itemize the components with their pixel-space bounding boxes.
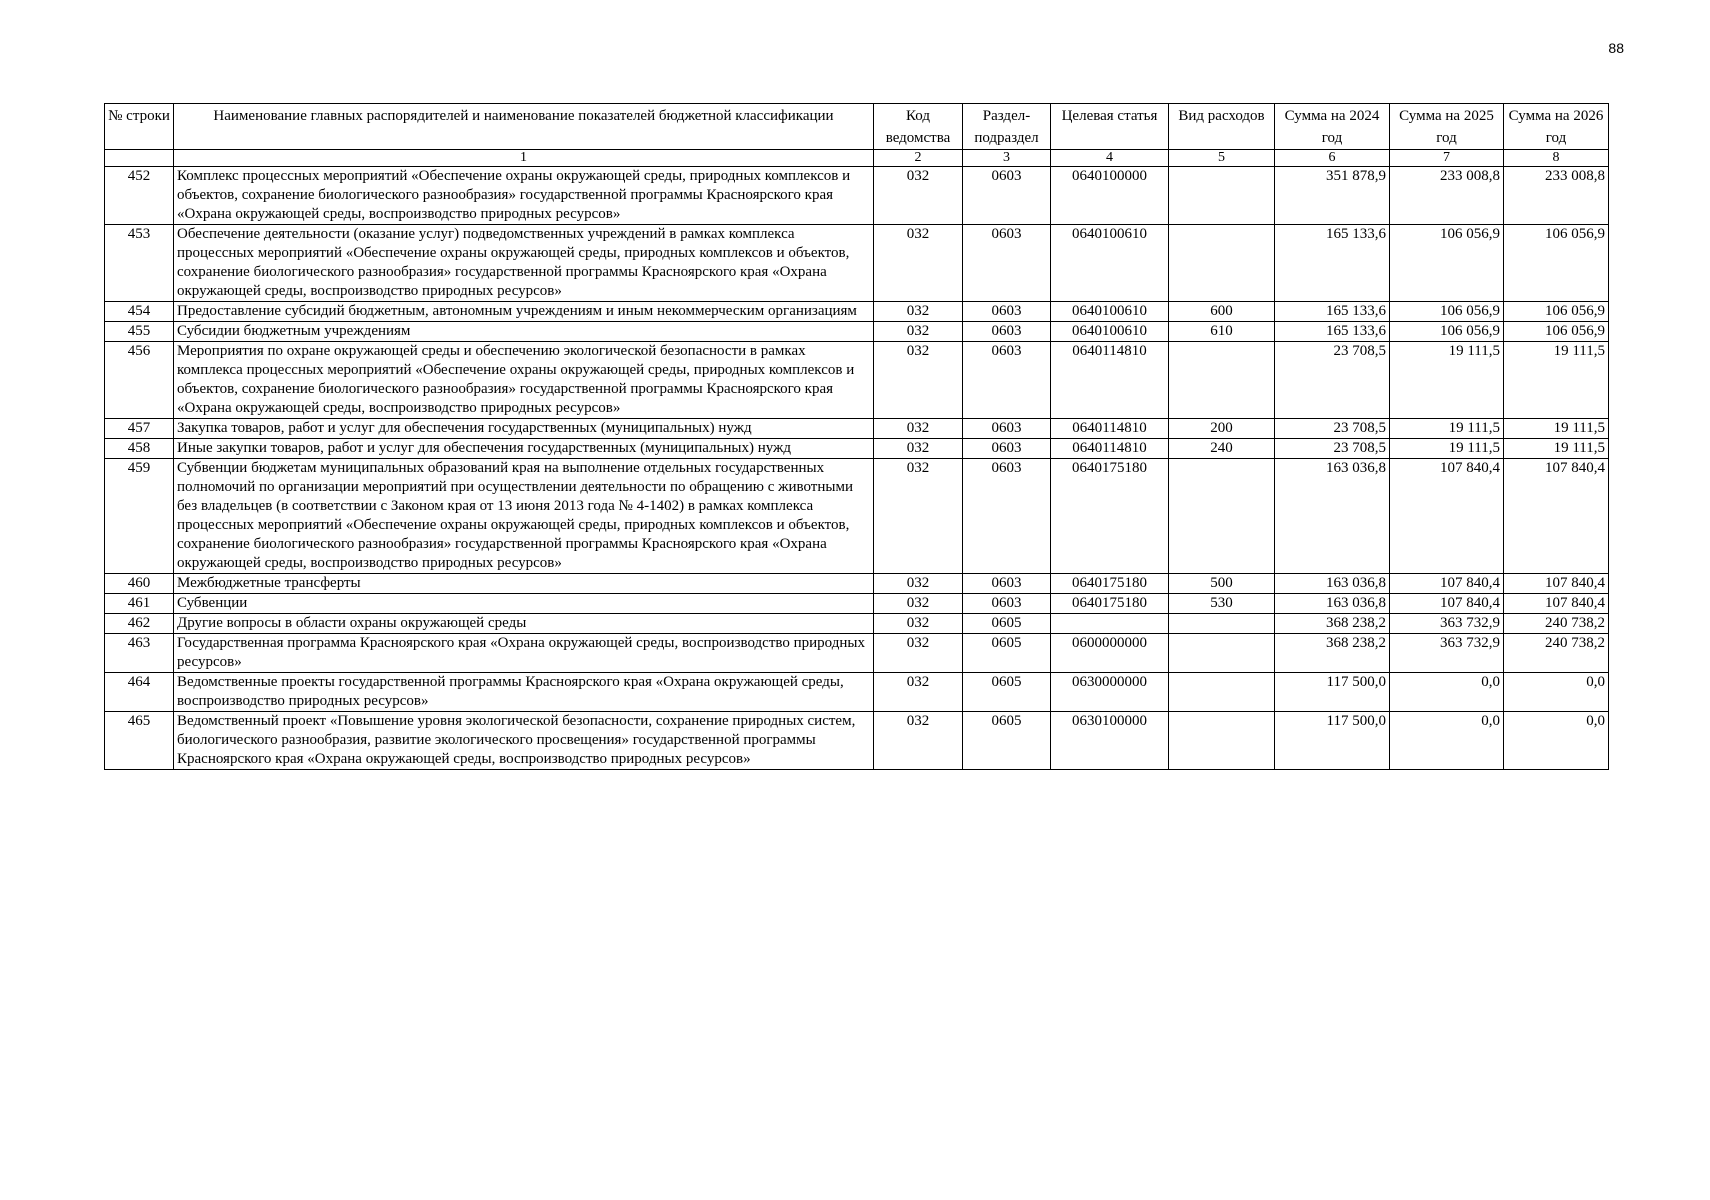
table-row xyxy=(105,439,1609,459)
section-code: 0603 xyxy=(963,419,1051,439)
target-code: 0630000000 xyxy=(1051,673,1169,712)
section-code: 0605 xyxy=(963,673,1051,712)
indicator-name: Государственная программа Красноярского края «Охрана окружающей среды, воспроизводство природных ресурсов» xyxy=(174,634,874,673)
section-code: 0603 xyxy=(963,439,1051,459)
section-code: 0605 xyxy=(963,712,1051,770)
section-code: 0603 xyxy=(963,322,1051,342)
sum-2024: 117 500,0 xyxy=(1275,673,1390,712)
row-number: 459 xyxy=(105,459,174,574)
section-code: 0603 xyxy=(963,342,1051,419)
row-number: 453 xyxy=(105,225,174,302)
header-expense-type: Вид расходов xyxy=(1169,104,1275,150)
sum-2026: 107 840,4 xyxy=(1504,459,1609,574)
sum-2024: 23 708,5 xyxy=(1275,342,1390,419)
row-number: 456 xyxy=(105,342,174,419)
header-sum-2026: Сумма на 2026 год xyxy=(1504,104,1609,150)
sum-2024: 163 036,8 xyxy=(1275,594,1390,614)
dept-code: 032 xyxy=(874,419,963,439)
expense-type-code: 610 xyxy=(1169,322,1275,342)
column-number: 4 xyxy=(1051,150,1169,167)
dept-code: 032 xyxy=(874,673,963,712)
target-code: 0640100610 xyxy=(1051,302,1169,322)
page-number: 88 xyxy=(1608,40,1624,56)
expense-type-code xyxy=(1169,225,1275,302)
column-number: 8 xyxy=(1504,150,1609,167)
sum-2025: 107 840,4 xyxy=(1390,574,1504,594)
dept-code: 032 xyxy=(874,225,963,302)
expense-type-code xyxy=(1169,634,1275,673)
section-code: 0605 xyxy=(963,614,1051,634)
sum-2024: 23 708,5 xyxy=(1275,439,1390,459)
indicator-name: Мероприятия по охране окружающей среды и обеспечению экологической безопасности в рамках комплекса процессных мероприятий «Обеспечение охраны окружающей среды, природных комплексов и объектов, сохранение биологического разнообразия» государственной программы Красноярского края «Охрана окружающей среды, воспроизводство природных ресурсов» xyxy=(174,342,874,419)
row-number: 452 xyxy=(105,167,174,225)
row-number: 454 xyxy=(105,302,174,322)
target-code: 0640175180 xyxy=(1051,574,1169,594)
row-number: 460 xyxy=(105,574,174,594)
expense-type-code: 240 xyxy=(1169,439,1275,459)
target-code: 0630100000 xyxy=(1051,712,1169,770)
table-row xyxy=(105,459,1609,574)
dept-code: 032 xyxy=(874,342,963,419)
sum-2025: 106 056,9 xyxy=(1390,322,1504,342)
target-code: 0640100610 xyxy=(1051,225,1169,302)
sum-2026: 107 840,4 xyxy=(1504,594,1609,614)
sum-2026: 106 056,9 xyxy=(1504,322,1609,342)
column-number: 1 xyxy=(174,150,874,167)
sum-2026: 107 840,4 xyxy=(1504,574,1609,594)
section-code: 0603 xyxy=(963,302,1051,322)
indicator-name: Субсидии бюджетным учреждениям xyxy=(174,322,874,342)
expense-type-code xyxy=(1169,167,1275,225)
sum-2024: 165 133,6 xyxy=(1275,322,1390,342)
sum-2024: 163 036,8 xyxy=(1275,574,1390,594)
indicator-name: Комплекс процессных мероприятий «Обеспечение охраны окружающей среды, природных комплексов и объектов, сохранение биологического разнообразия» государственной программы Красноярского края «Охрана окружающей среды, воспроизводство природных ресурсов» xyxy=(174,167,874,225)
table-row xyxy=(105,614,1609,634)
sum-2026: 19 111,5 xyxy=(1504,342,1609,419)
table-row xyxy=(105,302,1609,322)
indicator-name: Предоставление субсидий бюджетным, автономным учреждениям и иным некоммерческим организациям xyxy=(174,302,874,322)
target-code: 0640175180 xyxy=(1051,594,1169,614)
section-code: 0603 xyxy=(963,225,1051,302)
row-number: 457 xyxy=(105,419,174,439)
column-number-row xyxy=(105,150,1609,167)
expense-type-code: 500 xyxy=(1169,574,1275,594)
dept-code: 032 xyxy=(874,634,963,673)
indicator-name: Межбюджетные трансферты xyxy=(174,574,874,594)
target-code: 0640100000 xyxy=(1051,167,1169,225)
section-code: 0605 xyxy=(963,634,1051,673)
expense-type-code xyxy=(1169,459,1275,574)
sum-2025: 19 111,5 xyxy=(1390,419,1504,439)
header-name: Наименование главных распорядителей и наименование показателей бюджетной классификации xyxy=(174,104,874,150)
sum-2025: 233 008,8 xyxy=(1390,167,1504,225)
sum-2026: 106 056,9 xyxy=(1504,302,1609,322)
sum-2024: 368 238,2 xyxy=(1275,634,1390,673)
target-code: 0640175180 xyxy=(1051,459,1169,574)
sum-2026: 106 056,9 xyxy=(1504,225,1609,302)
dept-code: 032 xyxy=(874,302,963,322)
expense-type-code xyxy=(1169,673,1275,712)
sum-2024: 23 708,5 xyxy=(1275,419,1390,439)
sum-2025: 19 111,5 xyxy=(1390,439,1504,459)
column-number: 2 xyxy=(874,150,963,167)
target-code xyxy=(1051,614,1169,634)
table-row xyxy=(105,419,1609,439)
table-row xyxy=(105,225,1609,302)
indicator-name: Ведомственные проекты государственной программы Красноярского края «Охрана окружающей среды, воспроизводство природных ресурсов» xyxy=(174,673,874,712)
header-target: Целевая статья xyxy=(1051,104,1169,150)
table-body xyxy=(105,167,1609,770)
indicator-name: Субвенции бюджетам муниципальных образований края на выполнение отдельных государственных полномочий по организации мероприятий при осуществлении деятельности по обращению с животными без владельцев (в соответствии с Законом края от 13 июня 2013 года № 4-1402) в рамках комплекса процессных мероприятий «Обеспечение охраны окружающей среды, природных комплексов и объектов, сохранение биологического разнообразия» государственной программы Красноярского края «Охрана окружающей среды, воспроизводство природных ресурсов» xyxy=(174,459,874,574)
sum-2025: 0,0 xyxy=(1390,712,1504,770)
expense-type-code: 600 xyxy=(1169,302,1275,322)
row-number: 461 xyxy=(105,594,174,614)
indicator-name: Закупка товаров, работ и услуг для обеспечения государственных (муниципальных) нужд xyxy=(174,419,874,439)
column-number: 6 xyxy=(1275,150,1390,167)
section-code: 0603 xyxy=(963,459,1051,574)
expense-type-code: 530 xyxy=(1169,594,1275,614)
row-number: 464 xyxy=(105,673,174,712)
sum-2026: 19 111,5 xyxy=(1504,419,1609,439)
dept-code: 032 xyxy=(874,439,963,459)
target-code: 0640100610 xyxy=(1051,322,1169,342)
budget-table xyxy=(104,103,1609,770)
table-row xyxy=(105,322,1609,342)
header-dept-code: Код ведомства xyxy=(874,104,963,150)
dept-code: 032 xyxy=(874,712,963,770)
column-number xyxy=(105,150,174,167)
expense-type-code xyxy=(1169,342,1275,419)
dept-code: 032 xyxy=(874,322,963,342)
row-number: 455 xyxy=(105,322,174,342)
expense-type-code: 200 xyxy=(1169,419,1275,439)
expense-type-code xyxy=(1169,614,1275,634)
sum-2024: 163 036,8 xyxy=(1275,459,1390,574)
section-code: 0603 xyxy=(963,594,1051,614)
dept-code: 032 xyxy=(874,594,963,614)
indicator-name: Субвенции xyxy=(174,594,874,614)
row-number: 465 xyxy=(105,712,174,770)
indicator-name: Иные закупки товаров, работ и услуг для обеспечения государственных (муниципальных) нужд xyxy=(174,439,874,459)
sum-2026: 240 738,2 xyxy=(1504,634,1609,673)
target-code: 0640114810 xyxy=(1051,419,1169,439)
sum-2025: 107 840,4 xyxy=(1390,594,1504,614)
sum-2026: 0,0 xyxy=(1504,673,1609,712)
sum-2025: 0,0 xyxy=(1390,673,1504,712)
dept-code: 032 xyxy=(874,574,963,594)
header-row-no: № строки xyxy=(105,104,174,150)
sum-2024: 351 878,9 xyxy=(1275,167,1390,225)
sum-2025: 106 056,9 xyxy=(1390,302,1504,322)
row-number: 462 xyxy=(105,614,174,634)
table-header xyxy=(105,104,1609,167)
sum-2026: 240 738,2 xyxy=(1504,614,1609,634)
sum-2025: 107 840,4 xyxy=(1390,459,1504,574)
table-row xyxy=(105,673,1609,712)
header-sum-2024: Сумма на 2024 год xyxy=(1275,104,1390,150)
row-number: 458 xyxy=(105,439,174,459)
sum-2026: 0,0 xyxy=(1504,712,1609,770)
dept-code: 032 xyxy=(874,167,963,225)
table-row xyxy=(105,634,1609,673)
sum-2024: 117 500,0 xyxy=(1275,712,1390,770)
table-row xyxy=(105,167,1609,225)
section-code: 0603 xyxy=(963,574,1051,594)
target-code: 0640114810 xyxy=(1051,439,1169,459)
sum-2025: 363 732,9 xyxy=(1390,614,1504,634)
column-number: 7 xyxy=(1390,150,1504,167)
dept-code: 032 xyxy=(874,459,963,574)
header-section: Раздел-подраздел xyxy=(963,104,1051,150)
sum-2025: 19 111,5 xyxy=(1390,342,1504,419)
row-number: 463 xyxy=(105,634,174,673)
sum-2024: 165 133,6 xyxy=(1275,302,1390,322)
expense-type-code xyxy=(1169,712,1275,770)
dept-code: 032 xyxy=(874,614,963,634)
indicator-name: Ведомственный проект «Повышение уровня экологической безопасности, сохранение природных систем, биологического разнообразия, развитие экологического просвещения» государственной программы Красноярского края «Охрана окружающей среды, воспроизводство природных ресурсов» xyxy=(174,712,874,770)
sum-2025: 363 732,9 xyxy=(1390,634,1504,673)
indicator-name: Обеспечение деятельности (оказание услуг) подведомственных учреждений в рамках комплекса процессных мероприятий «Обеспечение охраны окружающей среды, природных комплексов и объектов, сохранение биологического разнообразия» государственной программы Красноярского края «Охрана окружающей среды, воспроизводство природных ресурсов» xyxy=(174,225,874,302)
section-code: 0603 xyxy=(963,167,1051,225)
target-code: 0600000000 xyxy=(1051,634,1169,673)
sum-2026: 233 008,8 xyxy=(1504,167,1609,225)
column-number: 5 xyxy=(1169,150,1275,167)
sum-2026: 19 111,5 xyxy=(1504,439,1609,459)
table-row xyxy=(105,712,1609,770)
table-row xyxy=(105,594,1609,614)
sum-2024: 368 238,2 xyxy=(1275,614,1390,634)
table-row xyxy=(105,342,1609,419)
column-number: 3 xyxy=(963,150,1051,167)
sum-2025: 106 056,9 xyxy=(1390,225,1504,302)
sum-2024: 165 133,6 xyxy=(1275,225,1390,302)
table-row xyxy=(105,574,1609,594)
header-sum-2025: Сумма на 2025 год xyxy=(1390,104,1504,150)
target-code: 0640114810 xyxy=(1051,342,1169,419)
indicator-name: Другие вопросы в области охраны окружающей среды xyxy=(174,614,874,634)
